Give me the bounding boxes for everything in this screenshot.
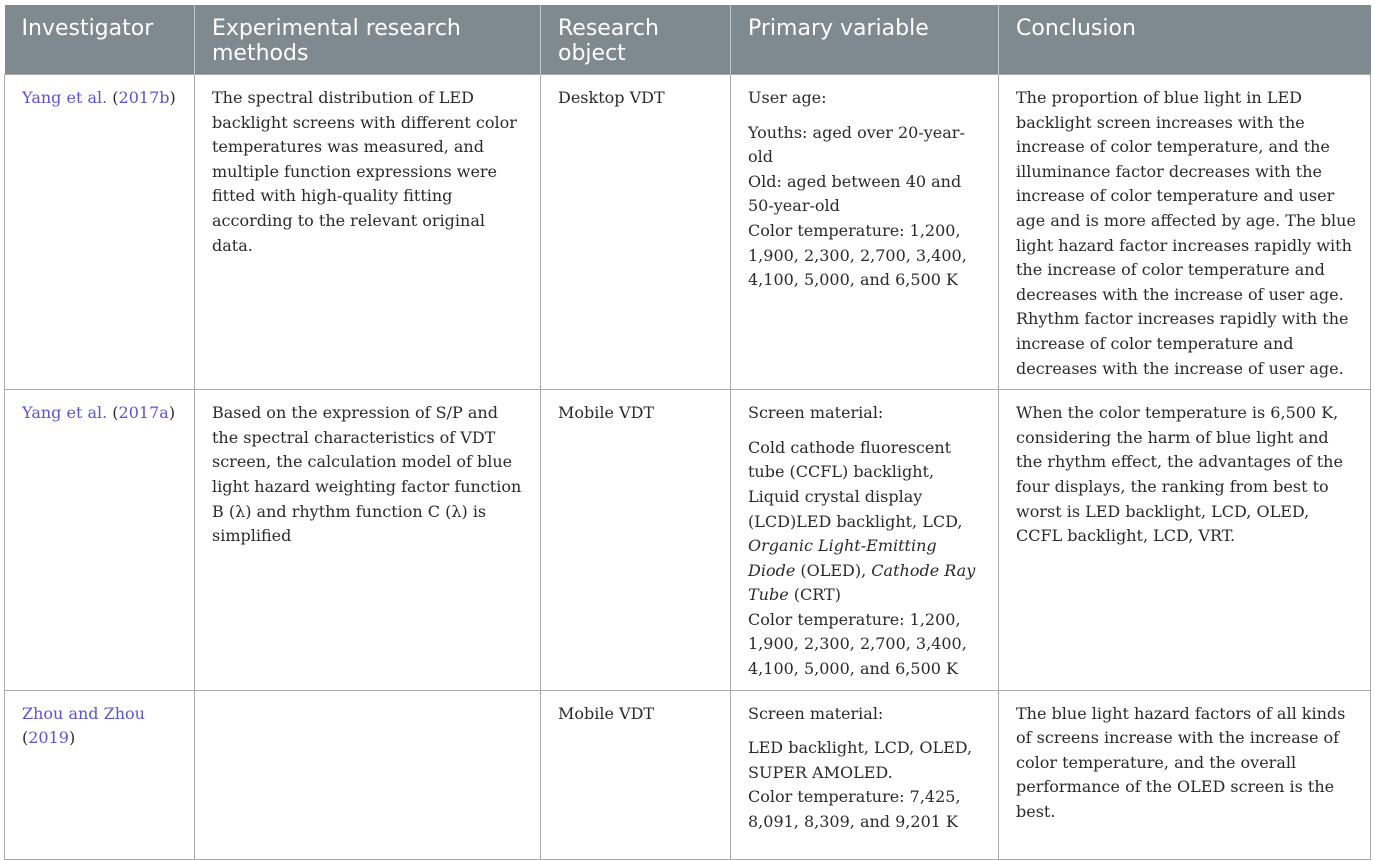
header-investigator: Investigator xyxy=(5,5,195,75)
citation-year-link[interactable]: 2017a xyxy=(118,403,169,423)
cell-conclusion: The proportion of blue light in LED backlight screen increases with the increase of color temperature, and the illuminance factor decreases with the increase of color temperature and user age and is more affected by age. The blue light hazard factor increases rapidly with the increase of color temperature and decreases with the increase of user age. Rhythm factor increases rapidly with the increase of color temperature and decreases with the increase of user age. xyxy=(999,75,1371,390)
header-primary-variable: Primary variable xyxy=(731,5,999,75)
table-row xyxy=(5,75,1371,390)
variable-italic-term: Cathode Ray Tube xyxy=(748,560,976,605)
variable-text: Cold cathode fluorescent tube (CCFL) backlight, Liquid crystal display (LCD)LED backlight, LCD, xyxy=(748,437,963,531)
cell-investigator xyxy=(5,75,195,390)
variable-line: Youths: aged over 20-year-old xyxy=(748,122,965,167)
citation-paren-close: ) xyxy=(68,728,76,748)
cell-investigator xyxy=(5,690,195,859)
variable-line: Old: aged between 40 and 50-year-old xyxy=(748,171,962,216)
variable-italic-term: Organic Light-Emitting Diode xyxy=(748,536,937,580)
cell-conclusion: When the color temperature is 6,500 K, considering the harm of blue light and the rhythm effect, the advantages of the four displays, the ranking from best to worst is LED backlight, LCD, OLED, CCFL backlight, LCD, VRT. xyxy=(999,390,1371,691)
cell-methods: Based on the expression of S/P and the spectral characteristics of VDT screen, the calculation model of blue light hazard weighting factor function B (λ) and rhythm function C (λ) is simplified xyxy=(195,390,541,691)
cell-research-object: Mobile VDT xyxy=(541,690,731,859)
variable-color-temperature: Color temperature: 1,200, 1,900, 2,300, 2,700, 3,400, 4,100, 5,000, and 6,500 K xyxy=(748,609,967,679)
citation-author-link[interactable]: Zhou and Zhou xyxy=(22,703,145,723)
header-research-object: Research object xyxy=(541,5,731,75)
cell-investigator xyxy=(5,390,195,691)
variable-text: (OLED), xyxy=(795,560,872,580)
variable-label: Screen material: xyxy=(748,703,884,723)
cell-research-object: Desktop VDT xyxy=(541,75,731,390)
variable-label: Screen material: xyxy=(748,403,884,423)
table-body xyxy=(5,75,1371,860)
citation-paren-open: ( xyxy=(22,728,29,748)
cell-methods: The spectral distribution of LED backlight screens with different color temperatures was measured, and multiple function expressions were fitted with high-quality fitting according to the relevant original data. xyxy=(195,75,541,390)
citation-paren-close: ) xyxy=(168,403,176,423)
cell-conclusion: The blue light hazard factors of all kinds of screens increase with the increase of color temperature, and the overall performance of the OLED screen is the best. xyxy=(999,690,1371,859)
citation-paren-open: ( xyxy=(107,403,119,423)
variable-text: (CRT) xyxy=(788,585,841,605)
variable-screen-materials xyxy=(748,436,984,608)
variable-color-temperature: Color temperature: 7,425, 8,091, 8,309, and 9,201 K xyxy=(748,787,961,832)
citation-author-link[interactable]: Yang et al. xyxy=(22,403,108,423)
cell-research-object: Mobile VDT xyxy=(541,390,731,691)
table-row xyxy=(5,690,1371,859)
research-table xyxy=(4,5,1371,860)
citation-paren-open: ( xyxy=(107,88,119,107)
cell-methods xyxy=(195,690,541,859)
citation-author-link[interactable]: Yang et al. xyxy=(22,88,108,107)
citation-paren-close: ) xyxy=(169,88,176,107)
header-row xyxy=(5,5,1371,75)
variable-color-temperature: Color temperature: 1,200, 1,900, 2,300, 2,700, 3,400, 4,100, 5,000, and 6,500 K xyxy=(748,220,967,290)
citation-year-link[interactable]: 2017b xyxy=(118,88,170,107)
table-header xyxy=(5,5,1371,75)
table-row xyxy=(5,390,1371,691)
cell-primary-variable xyxy=(731,390,999,691)
cell-primary-variable xyxy=(731,690,999,859)
variable-label: User age: xyxy=(748,88,827,107)
citation-year-link[interactable]: 2019 xyxy=(28,728,69,748)
cell-primary-variable xyxy=(731,75,999,390)
variable-line: LED backlight, LCD, OLED, SUPER AMOLED. xyxy=(748,738,973,782)
header-conclusion: Conclusion xyxy=(999,5,1371,75)
header-methods: Experimental research methods xyxy=(195,5,541,75)
